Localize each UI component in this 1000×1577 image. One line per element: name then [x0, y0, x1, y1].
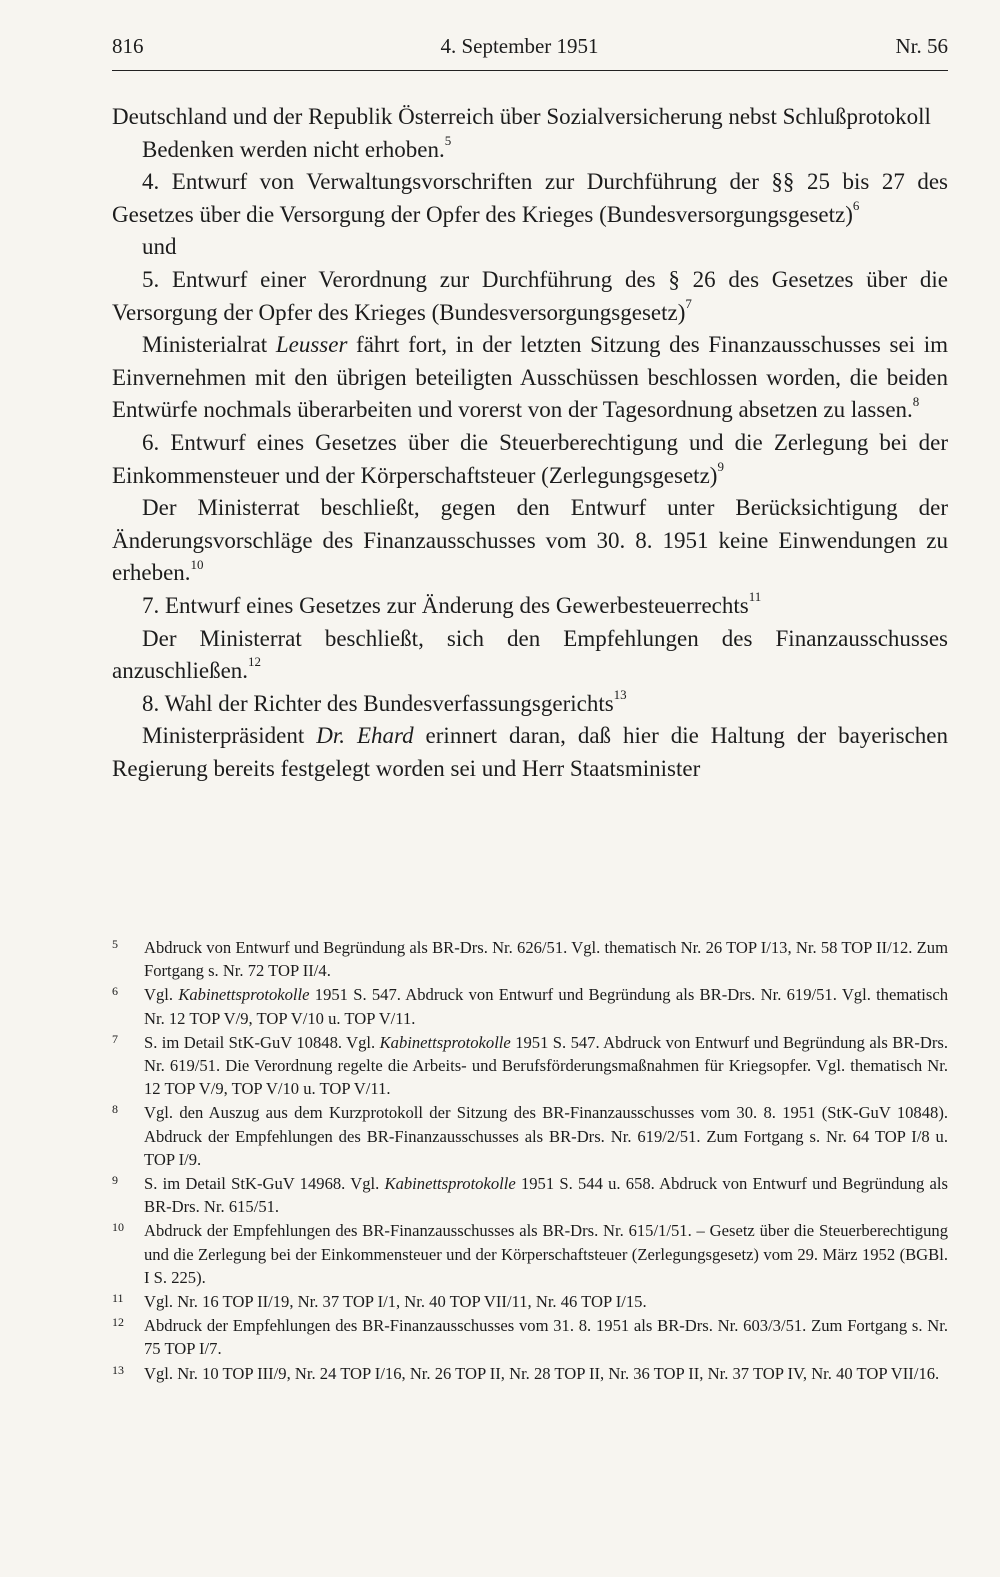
footnote-body: Vgl. Nr. 16 TOP II/19, Nr. 37 TOP I/1, Nr. 40 TOP VII/11, Nr. 46 TOP I/15. [144, 1292, 647, 1312]
footnote-ref: 7 [685, 295, 692, 311]
paragraph-text: Der Ministerrat beschließt, sich den Empfehlungen des Finanzausschusses anzuschließen. [112, 625, 948, 684]
paragraph-text: Ministerialrat [142, 332, 276, 358]
footnote-body: 1951 S. 547. Abdruck von Entwurf und Begründung als BR-Drs. Nr. 619/51. Vgl. thematisch Nr. 12 TOP V/9, TOP V/10 u. TOP V/11. [144, 985, 949, 1028]
footnote [112, 1172, 948, 1218]
footnote-text [144, 1219, 948, 1289]
footnotes [112, 936, 948, 1386]
person-name: Leusser [275, 332, 348, 358]
agenda-item-7 [112, 590, 948, 623]
footnote-body: 1951 S. 544 u. 658. Abdruck von Entwurf und Begründung als BR-Drs. Nr. 615/51. [144, 1174, 948, 1217]
footnote-ref: 6 [852, 198, 860, 214]
footnote-text [144, 936, 948, 982]
footnote-body: Vgl. den Auszug aus dem Kurzprotokoll der Sitzung des BR-Finanzausschusses vom 30. 8. 1951 (StK-GuV 10848). Abdruck der Empfehlungen des BR-Finanzausschusses als BR-Drs. Nr. 619/2/51. Zum Fortgang s. Nr. 64 TOP I/8 u. TOP I/9. [144, 1103, 948, 1169]
paragraph [112, 101, 948, 134]
footnote-number: 11 [112, 1291, 124, 1306]
paragraph-text: 4. Entwurf von Verwaltungsvorschriften zur Durchführung der §§ 25 bis 27 des Gesetzes über die Versorgung der Opfer des Krieges (Bundesversorgungsgesetz) [112, 169, 948, 227]
paragraph-text: Der Ministerrat beschließt, gegen den Entwurf unter Berücksichtigung der Änderungsvorschläge des Finanzausschusses vom 30. 8. 1951 keine Einwendungen zu erheben. [112, 495, 948, 586]
agenda-item-8 [112, 688, 948, 721]
page-number: 816 [112, 34, 144, 58]
footnote-text [144, 1314, 948, 1360]
main-text [112, 101, 948, 785]
paragraph [112, 231, 948, 264]
footnote-text [144, 983, 948, 1029]
paragraph [112, 492, 948, 590]
footnote-ref: 8 [912, 393, 920, 409]
footnote-body: S. im Detail StK-GuV 14968. Vgl. [144, 1174, 385, 1194]
paragraph-text: 7. Entwurf eines Gesetzes zur Änderung des Gewerbesteuerrechts [142, 592, 749, 618]
footnote-body: Vgl. [144, 985, 179, 1005]
footnote-body: Abdruck von Entwurf und Begründung als BR-Drs. Nr. 626/51. Vgl. thematisch Nr. 26 TOP I/13, Nr. 58 TOP II/12. Zum Fortgang s. Nr. 72 TOP II/4. [144, 938, 948, 981]
paragraph-text: Bedenken werden nicht erhoben. [142, 136, 445, 162]
footnote-number: 7 [112, 1031, 118, 1046]
footnote-number: 10 [112, 1220, 124, 1235]
issue-number: Nr. 56 [895, 34, 948, 58]
footnote-body: Vgl. Nr. 10 TOP III/9, Nr. 24 TOP I/16, Nr. 26 TOP II, Nr. 28 TOP II, Nr. 36 TOP II, Nr. 37 TOP IV, Nr. 40 TOP VII/16. [144, 1363, 940, 1383]
paragraph-text: 8. Wahl der Richter des Bundesverfassungsgerichts [142, 690, 614, 716]
footnote-body: Abdruck der Empfehlungen des BR-Finanzausschusses vom 31. 8. 1951 als BR-Drs. Nr. 603/3/51. Zum Fortgang s. Nr. 75 TOP I/7. [144, 1316, 948, 1359]
footnote [112, 983, 948, 1029]
paragraph [112, 329, 948, 427]
footnote-text [144, 1101, 948, 1171]
footnote-body: 1951 S. 547. Abdruck von Entwurf und Begründung als BR-Drs. Nr. 619/51. Die Verordnung regelte die Arbeits- und Berufsförderungsmaßnahmen für Kriegsopfer. Vgl. thematisch Nr. 12 TOP V/9, TOP V/10 u. TOP V/11. [144, 1032, 949, 1099]
footnote-number: 9 [112, 1173, 118, 1188]
paragraph-text: 6. Entwurf eines Gesetzes über die Steuerberechtigung und die Zerlegung bei der Einkommensteuer und der Körperschaftsteuer (Zerlegungsgesetz) [112, 429, 948, 488]
footnote-body: S. im Detail StK-GuV 10848. Vgl. [144, 1032, 380, 1052]
footnote-text [144, 1362, 948, 1385]
footnote-ref: 12 [248, 654, 262, 670]
source-title: Kabinettsprotokolle [384, 1174, 516, 1194]
footnote [112, 1031, 948, 1101]
footnote-text [144, 1290, 948, 1313]
paragraph-text: und [142, 234, 177, 260]
footnote-ref: 11 [748, 589, 762, 605]
page-header [112, 0, 948, 71]
footnote-number: 13 [112, 1362, 124, 1377]
agenda-item-4 [112, 166, 948, 231]
paragraph [112, 623, 948, 688]
paragraph [112, 720, 948, 785]
paragraph [112, 134, 948, 167]
footnote [112, 936, 948, 982]
footnote [112, 1219, 948, 1289]
footnote [112, 1101, 948, 1171]
source-title: Kabinettsprotokolle [379, 1032, 511, 1052]
footnote-number: 12 [112, 1315, 124, 1330]
footnote-text [144, 1031, 948, 1101]
footnote-ref: 9 [717, 458, 724, 474]
source-title: Kabinettsprotokolle [178, 985, 310, 1005]
footnote [112, 1290, 948, 1313]
footnote-ref: 5 [444, 132, 452, 148]
paragraph-text: Deutschland und der Republik Österreich über Sozialversicherung nebst Schlußprotokoll [112, 104, 931, 129]
footnote-ref: 13 [613, 687, 627, 703]
paragraph-text: erinnert daran, daß hier die Haltung der bayerischen Regierung bereits festgelegt worden sei und Herr Staatsminister [112, 723, 948, 781]
footnote-number: 6 [112, 984, 118, 999]
footnote [112, 1314, 948, 1360]
footnote-ref: 10 [190, 556, 204, 572]
footnote-text [144, 1172, 948, 1218]
footnote-body: Abdruck der Empfehlungen des BR-Finanzausschusses als BR-Drs. Nr. 615/1/51. – Gesetz über die Steuerberechtigung und die Zerlegung bei der Einkommensteuer und der Körperschaftsteuer (Zerlegungsgesetz) vom 29. März 1952 (BGBl. I S. 225). [144, 1221, 948, 1287]
agenda-item-6 [112, 427, 948, 492]
footnote [112, 1362, 948, 1385]
paragraph-text: Ministerpräsident [142, 723, 317, 749]
footnote-number: 8 [112, 1102, 118, 1117]
paragraph-text: fährt fort, in der letzten Sitzung des Finanzausschusses sei im Einvernehmen mit den übrigen beteiligten Ausschüssen beschlossen worden, die beiden Entwürfe nochmals überarbeiten und vorerst von der Tagesordnung absetzen zu lassen. [112, 332, 948, 423]
header-date: 4. September 1951 [440, 34, 599, 58]
agenda-item-5 [112, 264, 948, 329]
footnote-number: 5 [112, 937, 118, 951]
paragraph-text: 5. Entwurf einer Verordnung zur Durchführung des § 26 des Gesetzes über die Versorgung der Opfer des Krieges (Bundesversorgungsgesetz) [112, 266, 948, 325]
person-name: Dr. Ehard [316, 723, 414, 749]
